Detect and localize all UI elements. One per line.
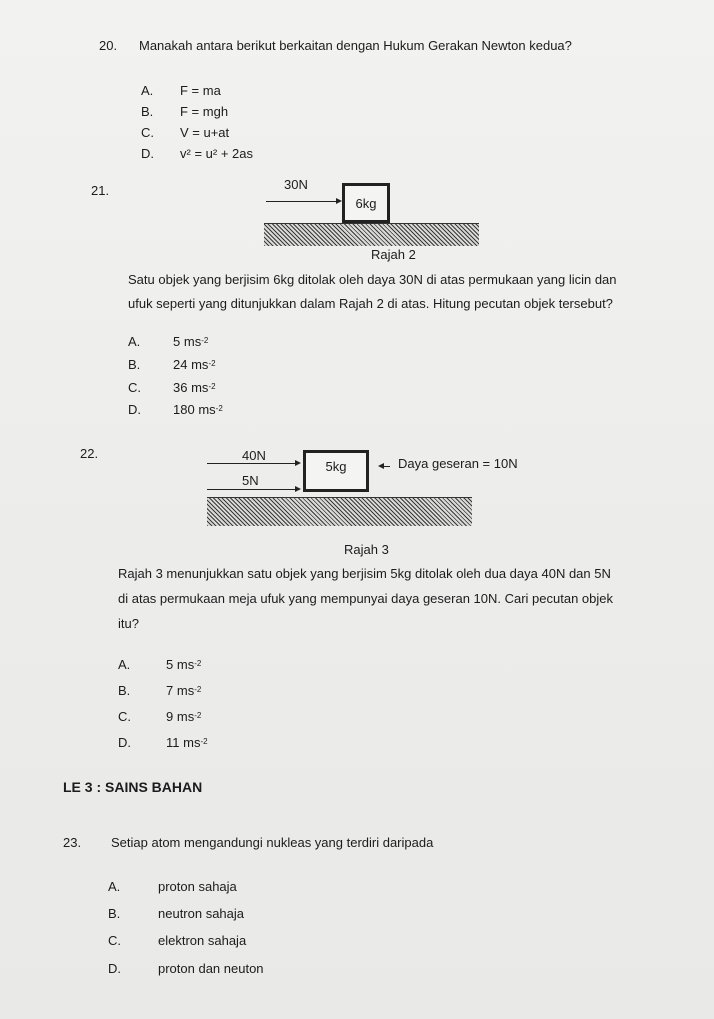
q23-option-d-letter: D. <box>108 961 121 976</box>
q23-option-c-letter: C. <box>108 933 121 948</box>
q21-option-a-value: 5 $ms^{-2}$ <box>173 334 209 349</box>
q22-friction-arrow-line <box>384 466 390 467</box>
q22-question-line2: di atas permukaan meja ufuk yang mempunyai daya geseran 10N. Cari pecutan objek <box>118 591 614 606</box>
q23-option-b-text: neutron sahaja <box>158 906 245 921</box>
q22-option-b-letter: B. <box>118 683 131 698</box>
q22-caption: Rajah 3 <box>344 542 389 557</box>
q22-mass-label: 5kg <box>325 459 347 474</box>
q20-number: 20. <box>99 38 118 53</box>
q21-option-d-value: 180 $ms^{-2}$ <box>173 402 223 417</box>
q22-option-b-value: 7 $ms^{-2}$ <box>166 683 202 698</box>
q23-option-a-text: proton sahaja <box>158 879 237 894</box>
q20-question: Manakah antara berikut berkaitan dengan Hukum Gerakan Newton kedua? <box>139 38 572 53</box>
q22-friction-label: Daya geseran = 10N <box>398 456 518 471</box>
q21-option-c-value: 36 $ms^{-2}$ <box>173 380 216 395</box>
q21-block <box>342 183 390 223</box>
q23-option-d-text: proton dan neuton <box>158 961 264 976</box>
q21-mass-label: 6kg <box>355 195 377 211</box>
q22-surface <box>207 497 472 526</box>
q22-number: 22. <box>80 446 99 461</box>
q22-block <box>303 450 369 492</box>
q21-surface <box>264 223 479 246</box>
q20-option-a-text: F = ma <box>180 83 221 98</box>
q23-number: 23. <box>63 835 82 850</box>
q23-option-c-text: elektron sahaja <box>158 933 247 948</box>
q22-question-line1: Rajah 3 menunjukkan satu objek yang berjisim 5kg ditolak oleh dua daya 40N dan 5N <box>118 566 611 581</box>
q21-option-a-letter: A. <box>128 334 141 349</box>
q21-option-b-letter: B. <box>128 357 141 372</box>
q20-option-b-letter: B. <box>141 104 154 119</box>
q20-option-b-text: F = mgh <box>180 104 229 119</box>
q22-force1-label: 40N <box>242 448 266 463</box>
q22-option-c-letter: C. <box>118 709 131 724</box>
q22-question-line3: itu? <box>118 616 139 631</box>
q21-caption: Rajah 2 <box>371 247 416 262</box>
q22-force2-label: 5N <box>242 473 259 488</box>
q21-question-line1: Satu objek yang berjisim 6kg ditolak oleh daya 30N di atas permukaan yang licin dan <box>128 272 617 287</box>
q20-option-d-letter: D. <box>141 146 154 161</box>
q20-option-a-letter: A. <box>141 83 154 98</box>
q22-force1-arrowhead-icon <box>295 460 301 466</box>
q22-option-d-value: 11 $ms^{-2}$ <box>166 735 208 750</box>
q22-force2-arrowhead-icon <box>295 486 301 492</box>
q23-question: Setiap atom mengandungi nukleas yang terdiri daripada <box>111 835 434 850</box>
q21-question-line2: ufuk seperti yang ditunjukkan dalam Rajah 2 di atas. Hitung pecutan objek tersebut? <box>128 296 613 311</box>
q20-option-c-letter: C. <box>141 125 154 140</box>
q22-force1-arrow-line <box>207 463 295 464</box>
q21-option-b-value: 24 $ms^{-2}$ <box>173 357 216 372</box>
q23-option-b-letter: B. <box>108 906 121 921</box>
q21-option-c-letter: C. <box>128 380 141 395</box>
q22-force2-arrow-line <box>207 489 295 490</box>
q22-option-d-letter: D. <box>118 735 131 750</box>
q22-option-c-value: 9 $ms^{-2}$ <box>166 709 202 724</box>
section-title: LE 3 : SAINS BAHAN <box>63 779 203 795</box>
q21-option-d-letter: D. <box>128 402 141 417</box>
q21-force-label: 30N <box>284 177 308 192</box>
q22-option-a-letter: A. <box>118 657 131 672</box>
q23-option-a-letter: A. <box>108 879 121 894</box>
q20-option-c-text: V = u+at <box>180 125 230 140</box>
q20-option-d-text: v² = u² + 2as <box>180 146 253 161</box>
q21-force-arrow-line <box>266 201 336 202</box>
q21-number: 21. <box>91 183 110 198</box>
q22-option-a-value: 5 $ms^{-2}$ <box>166 657 202 672</box>
